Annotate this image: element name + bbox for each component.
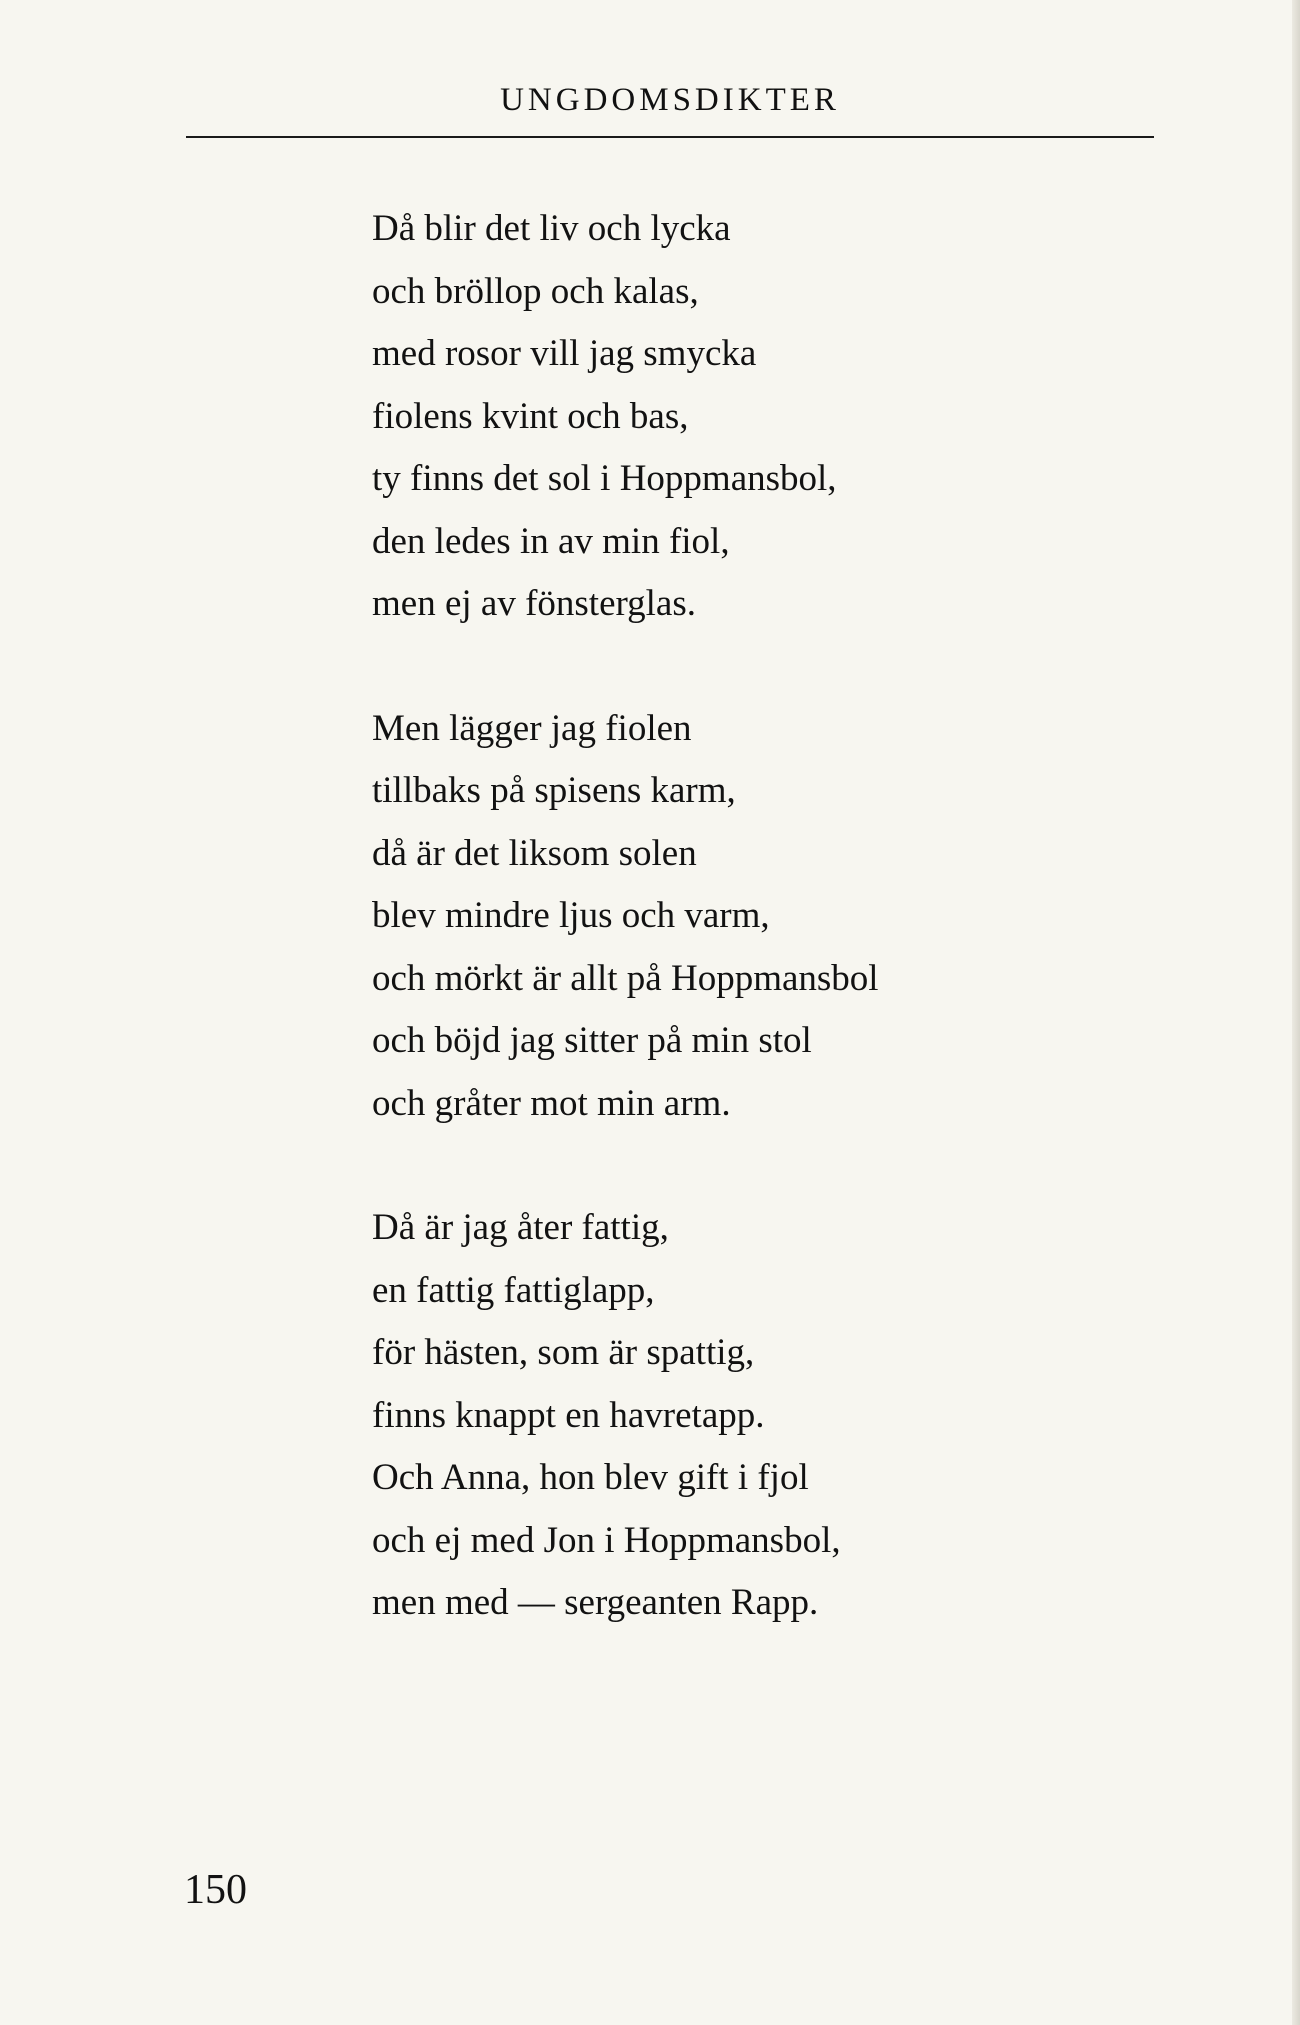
poem-line: blev mindre ljus och varm, bbox=[372, 895, 770, 936]
poem-line: finns knappt en havretapp. bbox=[372, 1394, 765, 1436]
poem-line: och gråter mot min arm. bbox=[372, 1082, 731, 1124]
poem-line: men ej av fönsterglas. bbox=[372, 583, 697, 624]
page-number: 150 bbox=[184, 1867, 247, 1913]
poem-line: en fattig fattiglapp, bbox=[372, 1269, 655, 1311]
poem-line: men med — sergeanten Rapp. bbox=[372, 1582, 819, 1623]
stanza-3 bbox=[372, 1197, 1152, 1635]
running-head: UNGDOMSDIKTER bbox=[500, 82, 840, 118]
poem-line: med rosor vill jag smycka bbox=[372, 333, 757, 374]
poem-line: Men lägger jag fiolen bbox=[372, 707, 692, 749]
poem-line: ty finns det sol i Hoppmansbol, bbox=[372, 458, 837, 499]
poem-line: fiolens kvint och bas, bbox=[372, 395, 689, 437]
stanza-1 bbox=[372, 198, 1152, 636]
page-edge bbox=[1292, 0, 1300, 2025]
poem-line: då är det liksom solen bbox=[372, 832, 697, 874]
poem-line: den ledes in av min fiol, bbox=[372, 520, 730, 562]
poem-line: Och Anna, hon blev gift i fjol bbox=[372, 1457, 809, 1498]
poem bbox=[372, 198, 1152, 1697]
header-rule bbox=[186, 136, 1154, 138]
poem-line: Då blir det liv och lycka bbox=[372, 208, 731, 249]
poem-line: tillbaks på spisens karm, bbox=[372, 770, 736, 811]
poem-line: och ej med Jon i Hoppmansbol, bbox=[372, 1519, 841, 1561]
poem-line: Då är jag åter fattig, bbox=[372, 1207, 669, 1248]
poem-line: och mörkt är allt på Hoppmansbol bbox=[372, 957, 879, 999]
poem-line: och böjd jag sitter på min stol bbox=[372, 1020, 812, 1061]
stanza-2 bbox=[372, 698, 1152, 1136]
poem-line: för hästen, som är spattig, bbox=[372, 1332, 755, 1373]
poem-line: och bröllop och kalas, bbox=[372, 270, 699, 312]
